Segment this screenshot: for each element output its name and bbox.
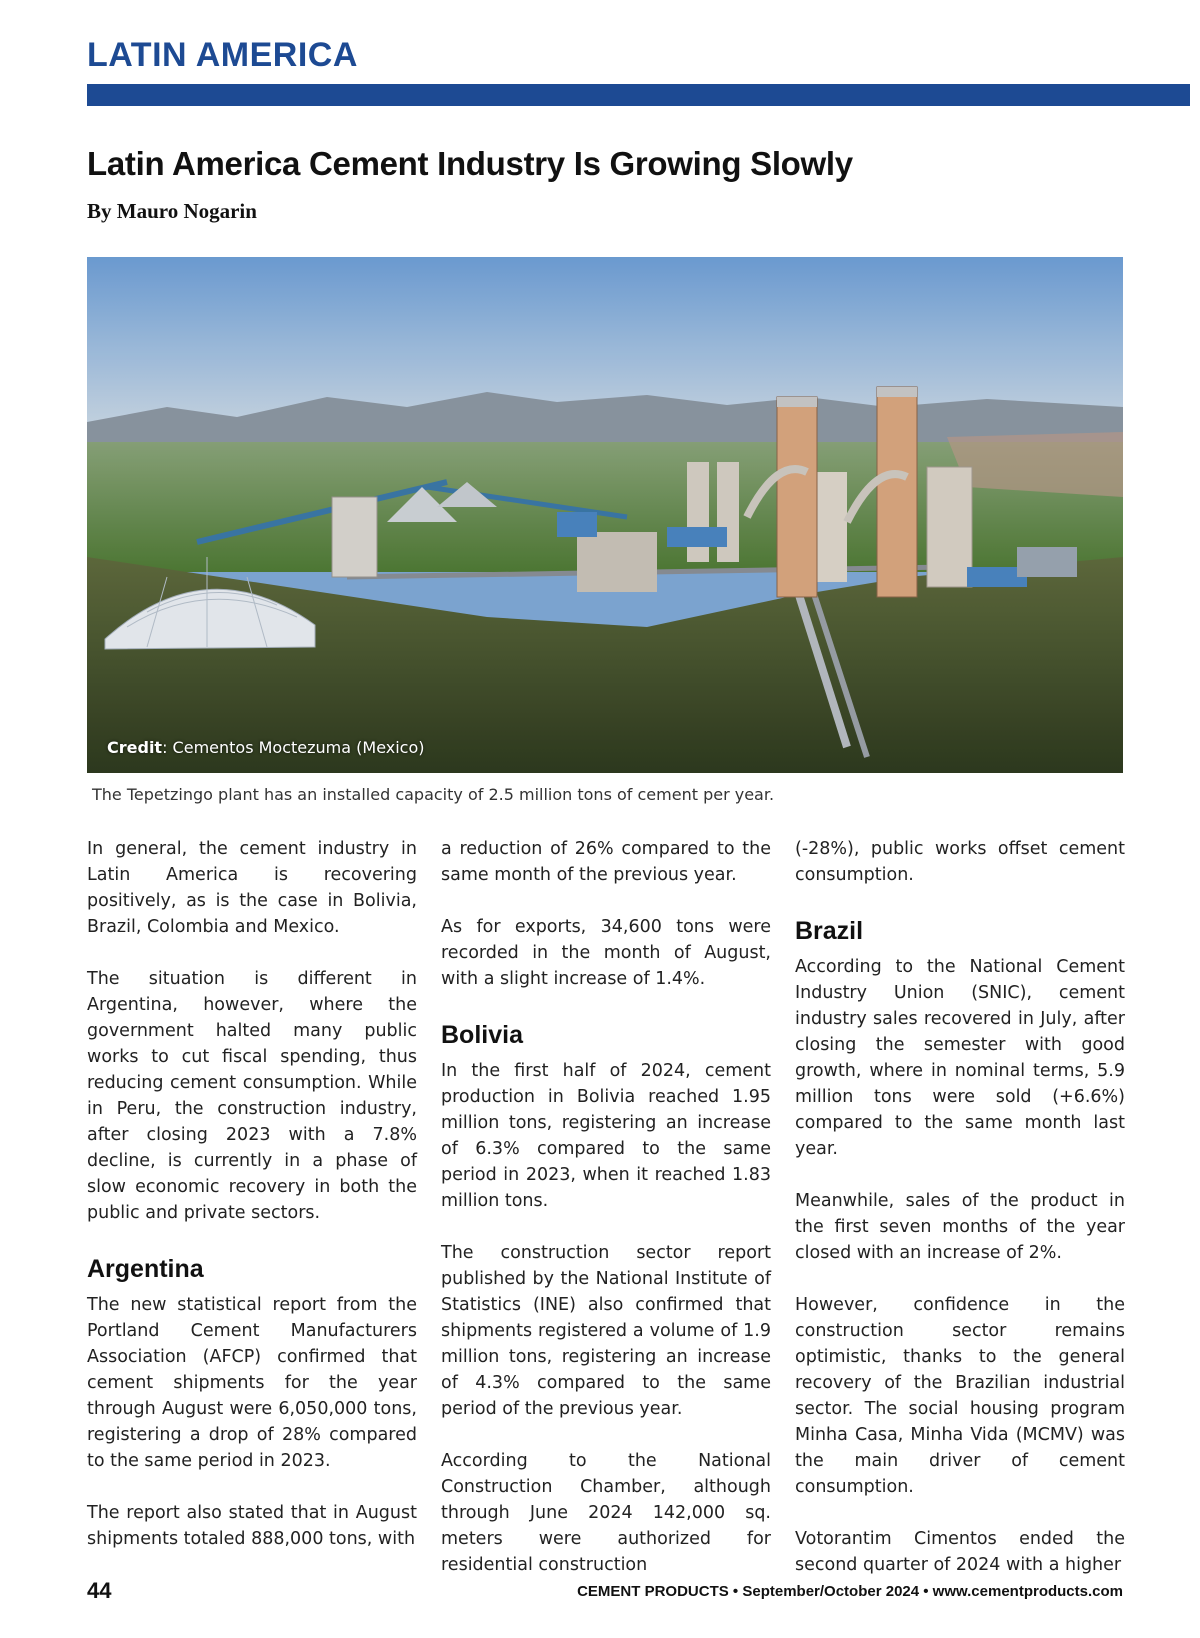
paragraph: According to the National Construction Chamber, although through June 2024 142,000 sq. meters were authorized for residential construction [441,1451,771,1575]
publication-footer: CEMENT PRODUCTS • September/October 2024 • www.cementproducts.com [577,1583,1123,1600]
paragraph: Meanwhile, sales of the product in the first seven months of the year closed with an increase of 2%. [795,1191,1125,1263]
paragraph: As for exports, 34,600 tons were recorded in the month of August, with a slight increase of 1.4%. [441,917,771,989]
photo-caption: The Tepetzingo plant has an installed capacity of 2.5 million tons of cement per year. [92,785,775,804]
column-2 [441,836,771,1604]
article-title: Latin America Cement Industry Is Growing Slowly [87,145,853,182]
photo-illustration [87,257,1123,773]
paragraph: However, confidence in the construction sector remains optimistic, thanks to the general recovery of the Brazilian industrial sector. The social housing program Minha Casa, Minha Vida (MCMV) was the main driver of cement consumption. [795,1295,1125,1497]
paragraph: The construction sector report published by the National Institute of Statistics (INE) also confirmed that shipments registered a volume of 1.9 million tons, registering an increase of 4.3% compared to the same period of the previous year. [441,1243,771,1419]
paragraph: The situation is different in Argentina, however, where the government halted many public works to cut fiscal spending, thus reducing cement consumption. While in Peru, the construction industry, after closing 2023 with a 7.8% decline, is currently in a phase of slow economic recovery in both the public and private sectors. [87,969,417,1223]
paragraph: Votorantim Cimentos ended the second quarter of 2024 with a higher [795,1529,1125,1575]
paragraph: (-28%), public works offset cement consumption. [795,839,1125,885]
column-3 [795,836,1125,1604]
paragraph: In general, the cement industry in Latin America is recovering positively, as is the case in Bolivia, Brazil, Colombia and Mexico. [87,839,417,937]
photo-credit-label: Credit [107,738,163,757]
column-1 [87,836,417,1578]
section-label: LATIN AMERICA [87,36,358,74]
section-rule [87,84,1190,106]
paragraph: The new statistical report from the Portland Cement Manufacturers Association (AFCP) confirmed that cement shipments for the year through August were 6,050,000 tons, registering a drop of 28% compared to the same period in 2023. [87,1295,417,1471]
photo-credit [107,738,425,757]
page-number: 44 [87,1578,112,1603]
cement-plant-photo [87,257,1123,773]
article-byline: By Mauro Nogarin [87,199,257,223]
paragraph: The report also stated that in August shipments totaled 888,000 tons, with [87,1503,417,1549]
section-heading-brazil: Brazil [795,917,864,945]
paragraph: According to the National Cement Industry Union (SNIC), cement industry sales recovered in July, after closing the semester with good growth, where in nominal terms, 5.9 million tons were sold (+6.6%) compared to the same month last year. [795,957,1125,1159]
paragraph: In the first half of 2024, cement production in Bolivia reached 1.95 million tons, registering an increase of 6.3% compared to the same period in 2023, when it reached 1.83 million tons. [441,1061,771,1211]
paragraph: a reduction of 26% compared to the same month of the previous year. [441,839,771,885]
section-heading-argentina: Argentina [87,1255,204,1283]
section-heading-bolivia: Bolivia [441,1021,523,1049]
photo-credit-text: : Cementos Moctezuma (Mexico) [162,738,425,757]
